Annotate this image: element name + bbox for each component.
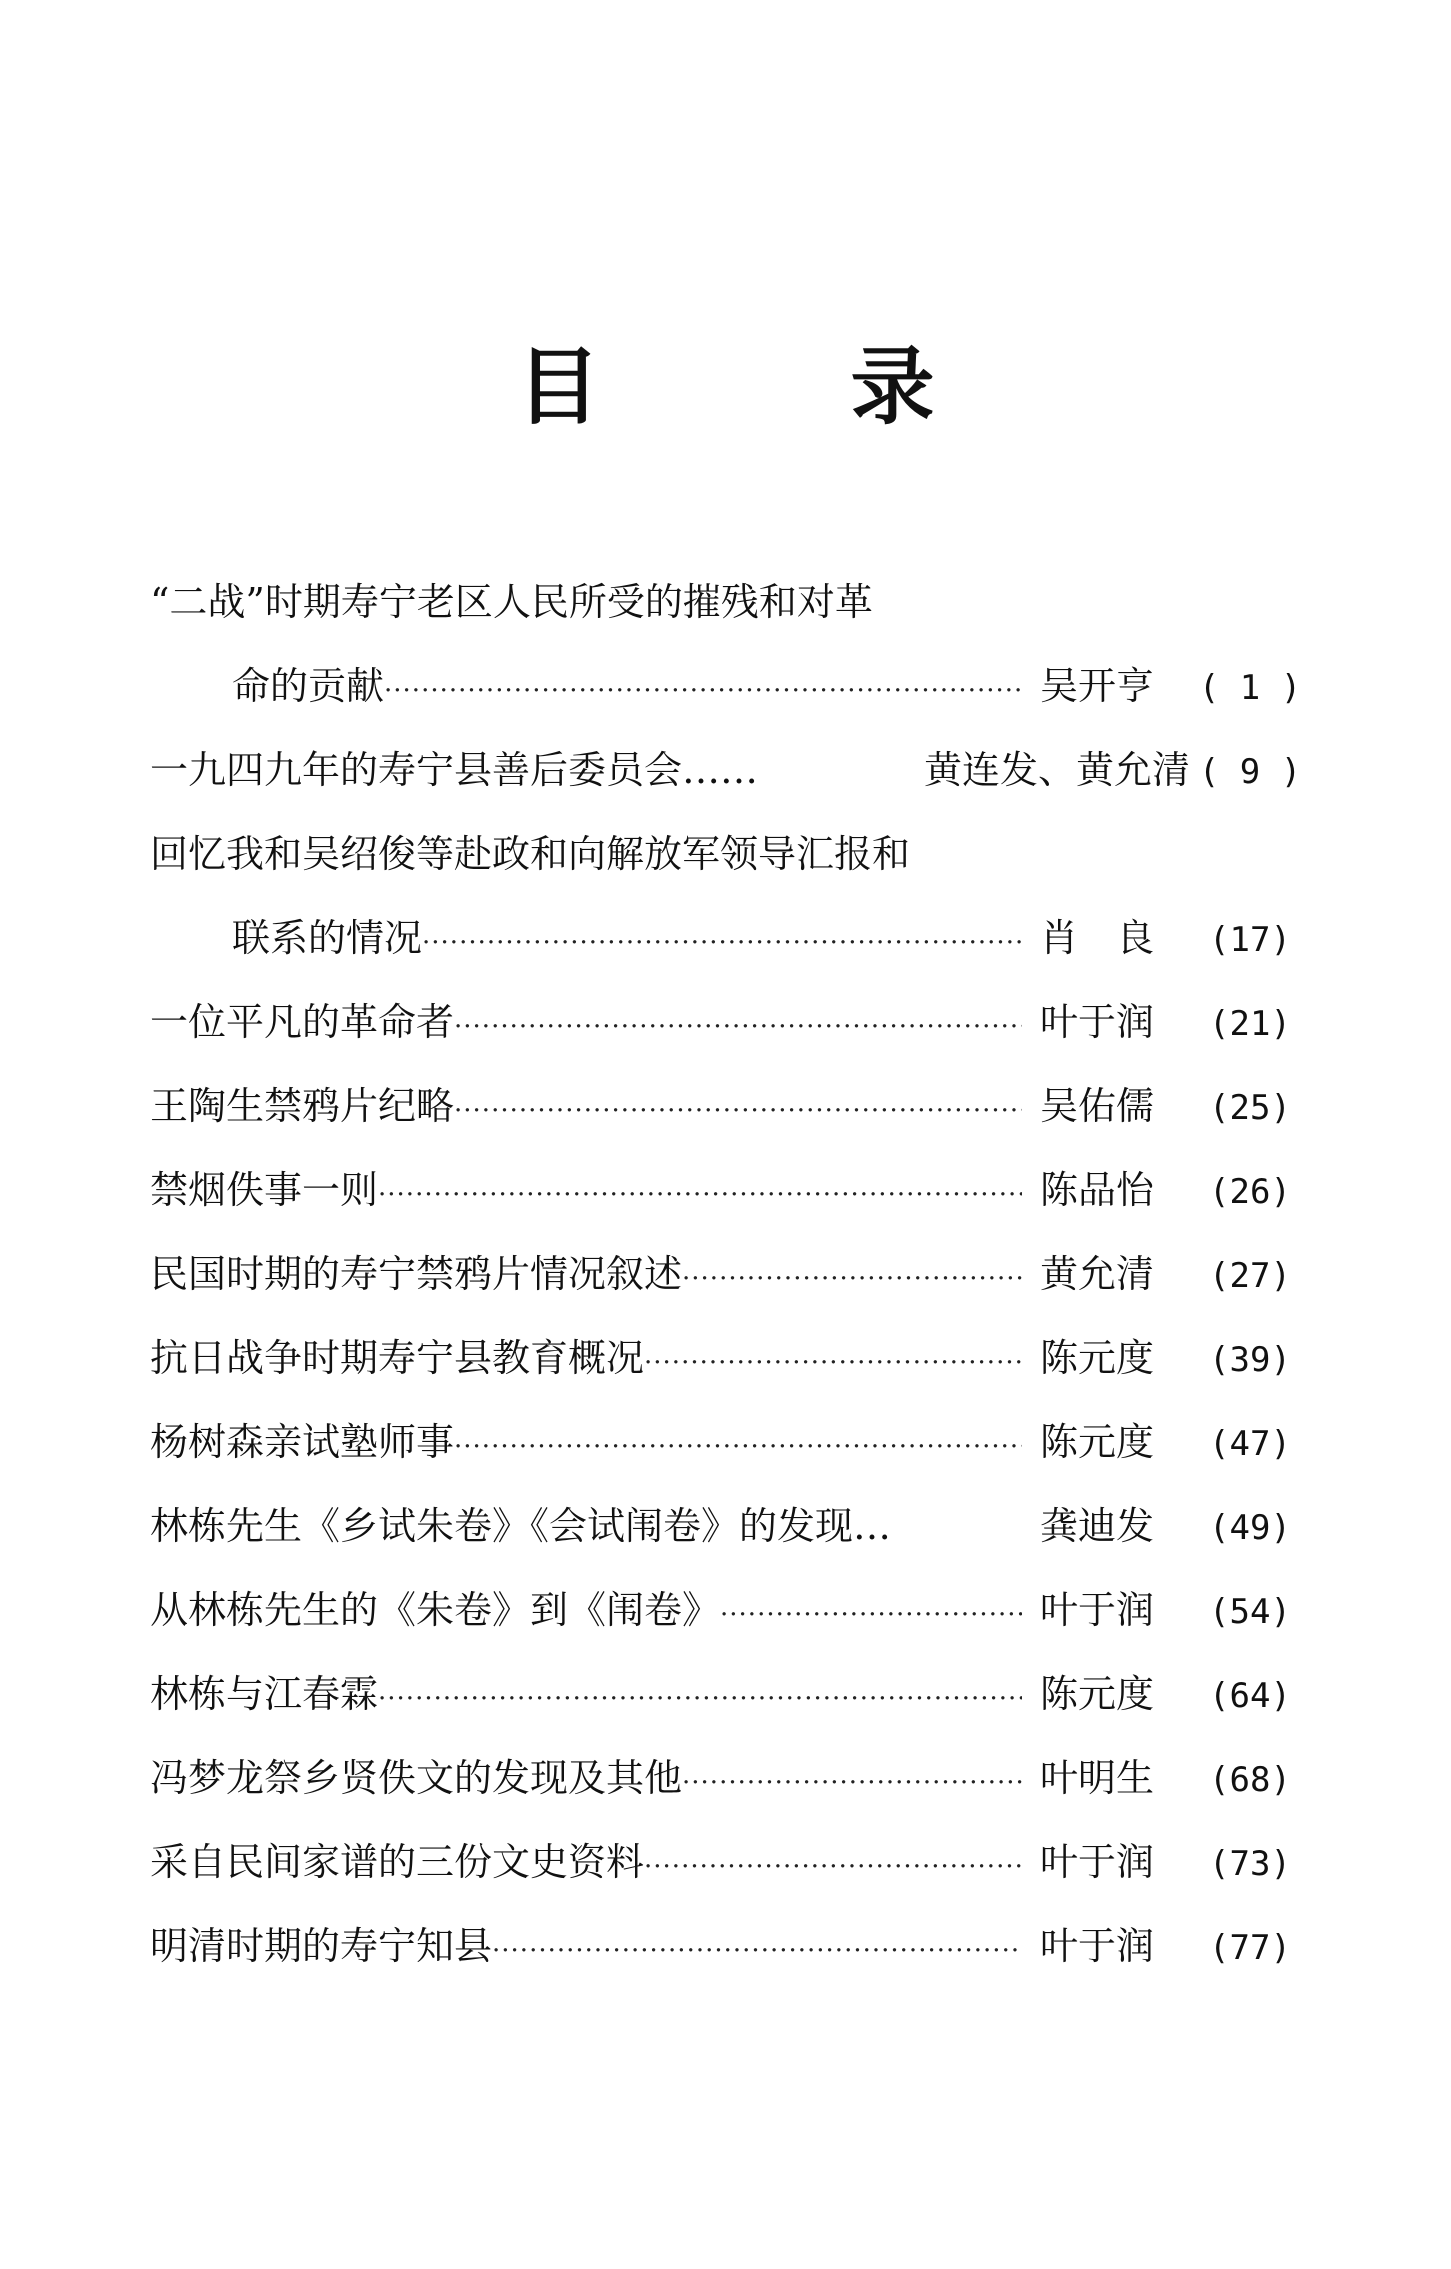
toc-entry-title-line1: “二战”时期寿宁老区人民所受的摧残和对革 xyxy=(150,580,873,624)
leader-dots xyxy=(454,1405,1022,1489)
toc-entry-author: 肖 良 xyxy=(1040,916,1155,960)
toc-entry-title: 冯梦龙祭乡贤佚文的发现及其他 xyxy=(150,1756,683,1800)
toc-entry-title: 林栋与江春霖 xyxy=(150,1672,379,1716)
toc-entry-page: ( 9 ) xyxy=(1198,752,1302,792)
toc-entry-author: 叶明生 xyxy=(1040,1756,1155,1800)
title-char-1: 目 xyxy=(516,337,601,436)
toc-entry[interactable] xyxy=(150,1316,1310,1400)
toc-entry-page: (64) xyxy=(1209,1676,1291,1716)
toc-entry-page: (26) xyxy=(1209,1172,1291,1212)
toc-entry-page: (68) xyxy=(1209,1760,1291,1800)
leader-dots xyxy=(454,1069,1022,1153)
toc-entry-author: 陈品怡 xyxy=(1040,1168,1155,1212)
toc-entry-title-line2: 联系的情况 xyxy=(232,916,423,960)
toc-entry-title: 一九四九年的寿宁县善后委员会…… xyxy=(150,748,759,792)
toc-entry-author: 吴佑儒 xyxy=(1040,1084,1155,1128)
leader-dots xyxy=(682,1237,1022,1321)
leader-dots xyxy=(492,1909,1022,1993)
toc-entry[interactable] xyxy=(150,644,1310,728)
toc-entry[interactable] xyxy=(150,1400,1310,1484)
page-title xyxy=(0,320,1451,441)
toc-entry-author: 龚迪发 xyxy=(1040,1504,1155,1548)
toc-entry[interactable] xyxy=(150,1820,1310,1904)
toc-entry-author: 吴开亨 xyxy=(1040,664,1155,708)
toc-entry-title: 王陶生禁鸦片纪略 xyxy=(150,1084,455,1128)
toc-entry-author: 陈元度 xyxy=(1040,1672,1155,1716)
toc-entry-author: 黄连发、黄允清 xyxy=(923,748,1190,792)
toc-entry-page: (27) xyxy=(1209,1256,1291,1296)
toc-entry-page: (17) xyxy=(1209,920,1291,960)
leader-dots xyxy=(454,985,1022,1069)
toc-entry-author: 黄允清 xyxy=(1040,1252,1155,1296)
toc-entry[interactable] xyxy=(150,728,1310,812)
toc-entry-title: 林栋先生《乡试朱卷》《会试闱卷》的发现… xyxy=(150,1504,892,1548)
toc-entry[interactable] xyxy=(150,1652,1310,1736)
leader-dots xyxy=(720,1573,1022,1657)
toc-entry-author: 叶于润 xyxy=(1040,1840,1155,1884)
toc-entry-author: 叶于润 xyxy=(1040,1588,1155,1632)
toc-entry-page: (77) xyxy=(1209,1928,1291,1968)
toc-entry-title: 杨树森亲试塾师事 xyxy=(150,1420,455,1464)
leader-dots xyxy=(644,1321,1022,1405)
toc-entry-title: 从林栋先生的《朱卷》到《闱卷》 xyxy=(150,1588,721,1632)
toc-entry[interactable] xyxy=(150,980,1310,1064)
toc-entry-page: (21) xyxy=(1209,1004,1291,1044)
toc-entry-title: 采自民间家谱的三份文史资料 xyxy=(150,1840,645,1884)
toc-entry-title: 一位平凡的革命者 xyxy=(150,1000,455,1044)
toc-entry-title: 明清时期的寿宁知县 xyxy=(150,1924,493,1968)
toc-entry[interactable] xyxy=(150,1064,1310,1148)
toc-entry-title: 民国时期的寿宁禁鸦片情况叙述 xyxy=(150,1252,683,1296)
toc-entry-page: (73) xyxy=(1209,1844,1291,1884)
title-char-2: 录 xyxy=(850,337,935,436)
leader-dots xyxy=(378,1657,1022,1741)
table-of-contents xyxy=(150,560,1310,1988)
toc-entry-page: (49) xyxy=(1209,1508,1291,1548)
toc-entry-author: 陈元度 xyxy=(1040,1336,1155,1380)
toc-entry[interactable] xyxy=(150,1484,1310,1568)
toc-entry-author: 叶于润 xyxy=(1040,1000,1155,1044)
leader-dots xyxy=(378,1153,1022,1237)
toc-entry-page: (39) xyxy=(1209,1340,1291,1380)
leader-dots xyxy=(422,901,1022,985)
toc-entry[interactable] xyxy=(150,1904,1310,1988)
toc-entry[interactable] xyxy=(150,896,1310,980)
toc-entry-author: 陈元度 xyxy=(1040,1420,1155,1464)
toc-entry[interactable] xyxy=(150,1736,1310,1820)
toc-entry[interactable] xyxy=(150,1568,1310,1652)
toc-entry[interactable] xyxy=(150,1232,1310,1316)
toc-entry-author: 叶于润 xyxy=(1040,1924,1155,1968)
leader-dots xyxy=(682,1741,1022,1825)
toc-entry[interactable] xyxy=(150,1148,1310,1232)
leader-dots xyxy=(644,1825,1022,1909)
leader-dots xyxy=(384,649,1022,733)
toc-entry-page: (47) xyxy=(1209,1424,1291,1464)
toc-entry-page: ( 1 ) xyxy=(1198,668,1302,708)
toc-entry-page: (54) xyxy=(1209,1592,1291,1632)
toc-entry-title-line1: 回忆我和吴绍俊等赴政和向解放军领导汇报和 xyxy=(150,832,911,876)
toc-entry-page: (25) xyxy=(1209,1088,1291,1128)
toc-entry-title: 禁烟佚事一则 xyxy=(150,1168,379,1212)
toc-entry-title-line2: 命的贡献 xyxy=(232,664,385,708)
toc-entry-title: 抗日战争时期寿宁县教育概况 xyxy=(150,1336,645,1380)
